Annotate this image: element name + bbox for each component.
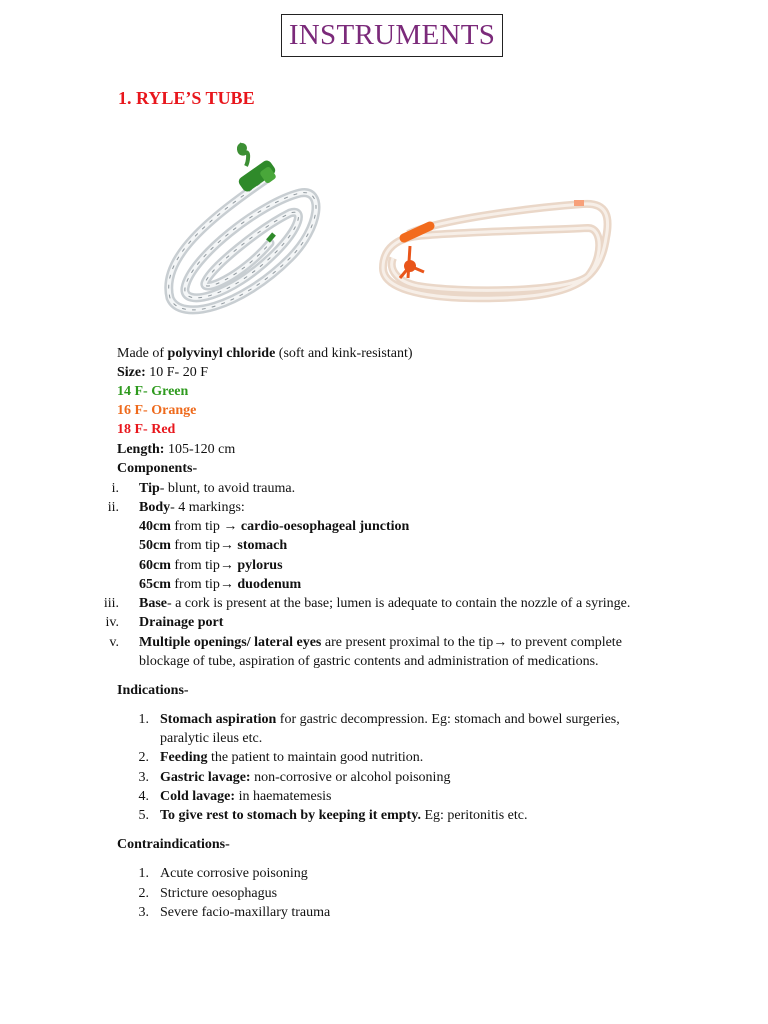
list-marker: 5. <box>138 808 149 823</box>
marking-50cm: 50cm from tip→ stomach <box>139 538 288 553</box>
list-marker: 2. <box>138 886 149 901</box>
contraindications-heading: Contraindications- <box>117 837 230 852</box>
indication-item: Feeding the patient to maintain good nutrition. <box>160 750 424 765</box>
list-marker: iii. <box>103 596 119 611</box>
component-body: Body- 4 markings: <box>139 500 245 515</box>
contraindication-item: Acute corrosive poisoning <box>160 866 308 881</box>
list-marker: i. <box>111 481 119 496</box>
length-line: Length: 105-120 cm <box>117 442 236 457</box>
size-18f-red: 18 F- Red <box>117 422 176 437</box>
arrow-icon: → <box>223 519 238 534</box>
green-ryles-tube-image <box>150 138 340 323</box>
contraindication-item: Severe facio-maxillary trauma <box>160 905 331 920</box>
component-base: Base- a cork is present at the base; lumen is adequate to contain the nozzle of a syringe. <box>139 596 631 611</box>
marking-40cm: 40cm from tip → cardio-oesophageal junction <box>139 519 410 534</box>
marking-65cm: 65cm from tip→ duodenum <box>139 577 302 592</box>
size-line: Size: 10 F- 20 F <box>117 365 208 380</box>
arrow-icon: → <box>219 558 234 573</box>
indication-item-line2: paralytic ileus etc. <box>160 731 263 746</box>
page-title: INSTRUMENTS <box>281 14 503 57</box>
component-tip: Tip- blunt, to avoid trauma. <box>139 481 296 496</box>
list-marker: ii. <box>107 500 119 515</box>
size-16f-orange: 16 F- Orange <box>117 403 197 418</box>
material-line: Made of polyvinyl chloride (soft and kink-resistant) <box>117 346 413 361</box>
component-openings: Multiple openings/ lateral eyes are present proximal to the tip→ to prevent complete <box>139 635 622 650</box>
indication-item: Stomach aspiration for gastric decompression. Eg: stomach and bowel surgeries, <box>160 712 620 727</box>
indication-item: To give rest to stomach by keeping it empty. Eg: peritonitis etc. <box>160 808 528 823</box>
list-marker: iv. <box>105 615 119 630</box>
marking-60cm: 60cm from tip→ pylorus <box>139 558 283 573</box>
section-heading: 1. RYLE’S TUBE <box>118 88 255 108</box>
list-marker: v. <box>109 635 119 650</box>
list-marker: 1. <box>138 712 149 727</box>
list-marker: 3. <box>138 905 149 920</box>
arrow-icon: → <box>493 635 508 650</box>
list-marker: 1. <box>138 866 149 881</box>
indication-item: Cold lavage: in haematemesis <box>160 789 332 804</box>
indication-item: Gastric lavage: non-corrosive or alcohol poisoning <box>160 770 451 785</box>
list-marker: 4. <box>138 789 149 804</box>
size-14f-green: 14 F- Green <box>117 384 189 399</box>
orange-ryles-tube-image <box>378 198 613 310</box>
list-marker: 3. <box>138 770 149 785</box>
contraindication-item: Stricture oesophagus <box>160 886 278 901</box>
arrow-icon: → <box>219 538 234 553</box>
components-heading: Components- <box>117 461 198 476</box>
component-openings-line2: blockage of tube, aspiration of gastric contents and administration of medications. <box>139 654 599 669</box>
component-drainage-port: Drainage port <box>139 615 224 630</box>
indications-heading: Indications- <box>117 683 189 698</box>
list-marker: 2. <box>138 750 149 765</box>
arrow-icon: → <box>219 577 234 592</box>
